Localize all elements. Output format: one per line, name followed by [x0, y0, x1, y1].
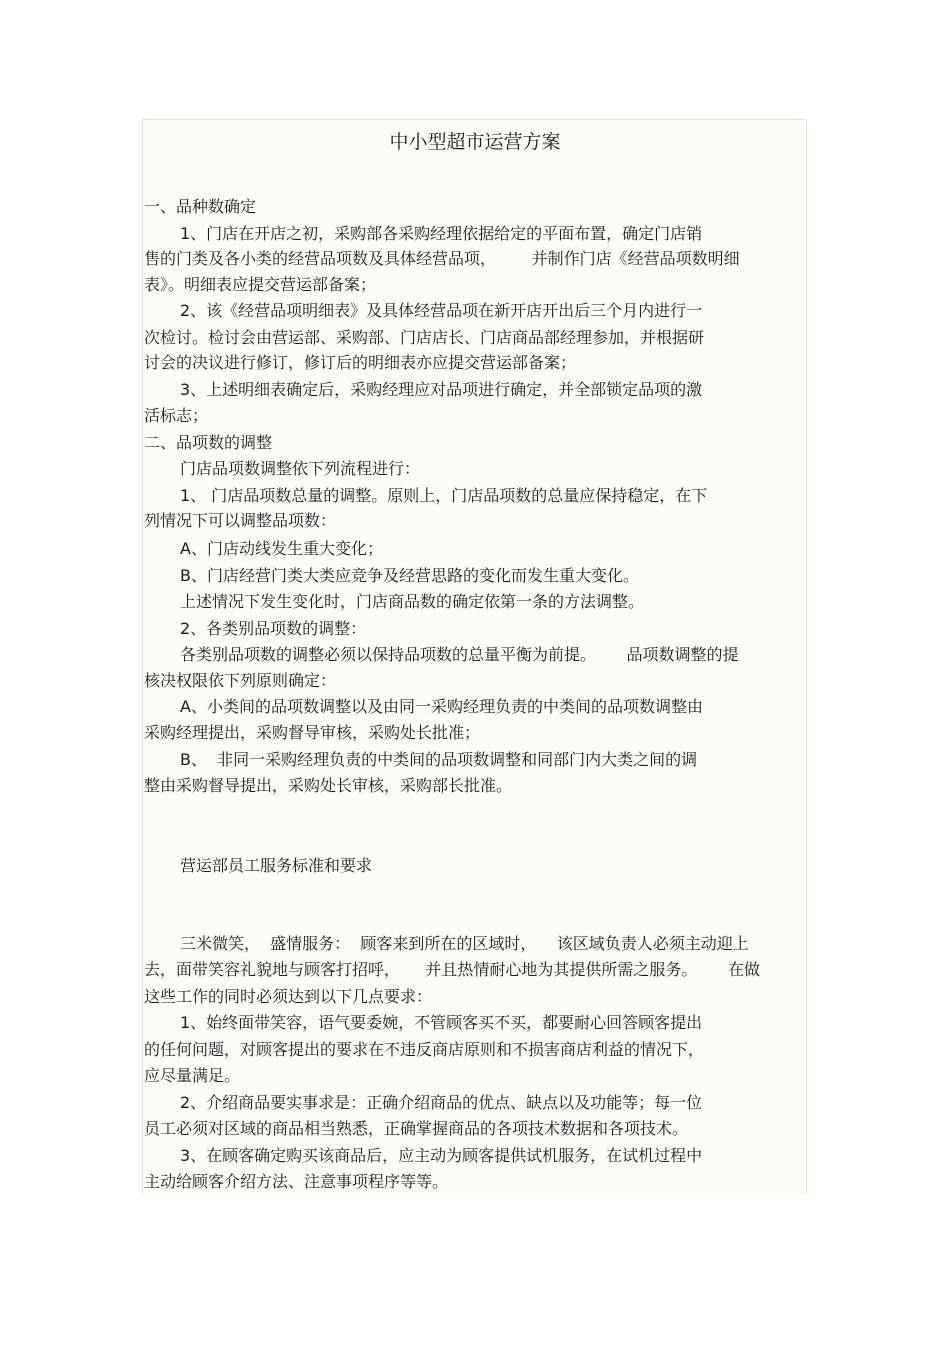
paragraph-line: 售的门类及各小类的经营品项数及具体经营品项， 并制作门店《经营品项数明细 [144, 249, 740, 268]
paragraph-line: 表》。明细表应提交营运部备案； [144, 275, 377, 294]
paragraph-line: 员工必须对区域的商品相当熟悉，正确掌握商品的各项技术数据和各项技术。 [144, 1119, 689, 1138]
paragraph-line: B、门店经营门类大类应竞争及经营思路的变化而发生重大变化。 [180, 566, 639, 585]
paragraph-line: B、 非同一采购经理负责的中类间的品项数调整和同部门内大类之间的调 [180, 750, 698, 769]
paragraph-line: 活标志； [144, 406, 209, 425]
paragraph-line: 3、上述明细表确定后，采购经理应对品项进行确定，并全部锁定品项的激 [180, 380, 703, 399]
paragraph-line: 三米微笑， 盛情服务： 顾客来到所在的区域时， 该区域负责人必须主动迎上 [180, 934, 749, 953]
paragraph-line: 应尽量满足。 [144, 1066, 241, 1085]
paragraph-line: 采购经理提出，采购督导审核，采购处长批准； [144, 723, 481, 742]
paragraph-line: 上述情况下发生变化时，门店商品数的确定依第一条的方法调整。 [180, 592, 645, 611]
paragraph-line: A、小类间的品项数调整以及由同一采购经理负责的中类间的品项数调整由 [180, 697, 703, 716]
paragraph-line: 1、 门店品项数总量的调整。原则上，门店品项数的总量应保持稳定，在下 [180, 486, 708, 505]
paragraph-line: 的任何问题，对顾客提出的要求在不违反商店原则和不损害商店利益的情况下， [144, 1040, 705, 1059]
paragraph-line: 去，面带笑容礼貌地与顾客打招呼， 并且热情耐心地为其提供所需之服务。 在做 [144, 960, 760, 979]
paragraph-line: 1、门店在开店之初，采购部各采购经理依据给定的平面布置，确定门店销 [180, 224, 703, 243]
paragraph-line: 列情况下可以调整品项数： [144, 511, 337, 530]
paragraph-line: 核决权限依下列原则确定： [144, 671, 337, 690]
paragraph-line: 这些工作的同时必须达到以下几点要求： [144, 987, 433, 1006]
paragraph-line: 次检讨。检讨会由营运部、采购部、门店店长、门店商品部经理参加，并根据研 [144, 328, 705, 347]
paragraph-line: A、门店动线发生重大变化； [180, 539, 383, 558]
section-heading: 营运部员工服务标准和要求 [180, 856, 373, 875]
paragraph-line: 1、始终面带笑容，语气要委婉，不管顾客买不买，都要耐心回答顾客提出 [180, 1013, 703, 1032]
paragraph-line: 讨会的决议进行修订，修订后的明细表亦应提交营运部备案； [144, 353, 577, 372]
section-heading: 二、品项数的调整 [144, 433, 273, 452]
paragraph-line: 整由采购督导提出，采购处长审核，采购部长批准。 [144, 776, 513, 795]
paragraph-line: 3、在顾客确定购买该商品后，应主动为顾客提供试机服务，在试机过程中 [180, 1146, 703, 1165]
paragraph-line: 2、该《经营品项明细表》及具体经营品项在新开店开出后三个月内进行一 [180, 301, 703, 320]
paragraph-line: 主动给顾客介绍方法、注意事项程序等等。 [144, 1172, 449, 1191]
paragraph-line: 2、介绍商品要实事求是：正确介绍商品的优点、缺点以及功能等；每一位 [180, 1093, 703, 1112]
paragraph-line: 各类别品项数的调整必须以保持品项数的总量平衡为前提。 品项数调整的提 [180, 645, 739, 664]
paragraph-line: 门店品项数调整依下列流程进行： [180, 459, 421, 478]
section-heading: 一、品种数确定 [144, 197, 257, 216]
document-title: 中小型超市运营方案 [389, 131, 561, 153]
paragraph-line: 2、各类别品项数的调整： [180, 619, 367, 638]
